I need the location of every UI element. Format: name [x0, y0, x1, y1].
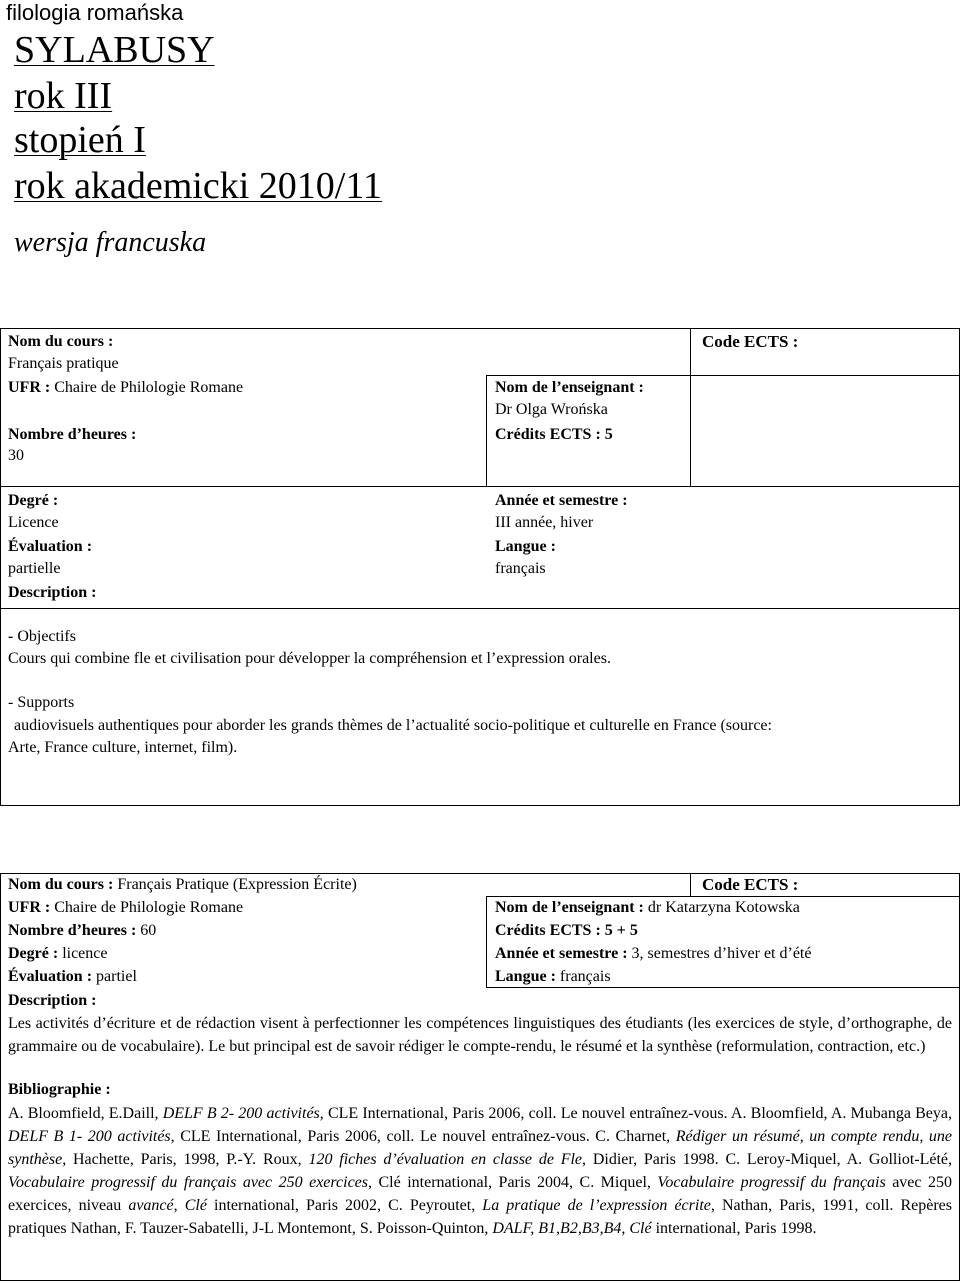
biblio-text-run: , Didier, Paris 1998. C. Leroy-Miquel, A. Golliot-Lété, — [582, 1151, 953, 1168]
course1-degre-label: Degré : — [8, 492, 59, 509]
doc-title: SYLABUSY — [14, 29, 215, 71]
faculty-label: filologia romańska — [6, 0, 184, 25]
year-label: rok III — [14, 75, 113, 117]
biblio-title-run: Vocabulaire progressif du français — [657, 1174, 886, 1191]
biblio-title-run: Clé — [629, 1220, 652, 1237]
biblio-text-run: , — [621, 1220, 630, 1237]
course1-objectifs-text: Cours qui combine fle et civilisation pour développer la compréhension et l’expression orales. — [8, 650, 611, 667]
course2-nom: Nom du cours : Français Pratique (Expression Écrite) — [8, 876, 357, 893]
course1-heures-label: Nombre d’heures : — [8, 426, 137, 443]
course2-desc-text: Les activités d’écriture et de rédaction visent à perfectionner les compétences linguistiques des étudiants (les exercices de style, d’orthographe, de grammaire ou de vocabulaire). Le but principal est de savoir rédiger le compte-rendu, le résumé et la synthèse (reformulation, contraction, etc.) — [8, 1015, 952, 1055]
course2-annee: Année et semestre : 3, semestres d’hiver et d’été — [495, 945, 812, 962]
course2-eval: Évaluation : partiel — [8, 968, 137, 985]
course2-ufr: UFR : Chaire de Philologie Romane — [8, 899, 244, 916]
biblio-text-run: , Nathan, Paris, 1991, coll. Repères pratiques Nathan, F. Tauzer-Sabatelli, J-L Montemont, S. Poisson-Quinton, — [8, 1197, 953, 1237]
course1-supports-label: - Supports — [8, 694, 75, 711]
biblio-title-run: DALF, B1,B2,B3,B4 — [492, 1220, 622, 1237]
course1-nom-value: Français pratique — [8, 355, 119, 372]
biblio-text-run: , — [173, 1197, 185, 1214]
course1-ufr: UFR : Chaire de Philologie Romane — [8, 379, 244, 396]
course1-langue-label: Langue : — [495, 538, 556, 555]
academic-year-label: rok akademicki 2010/11 — [14, 165, 382, 207]
course1-degre-value: Licence — [8, 514, 59, 531]
course2-ens: Nom de l’enseignant : dr Katarzyna Kotowska — [495, 899, 800, 916]
biblio-title-run: 120 fiches d’évaluation en classe de Fle — [308, 1151, 583, 1168]
biblio-title-run: Vocabulaire progressif du français avec 250 exercices — [8, 1174, 369, 1191]
course1-eval-label: Évaluation : — [8, 538, 93, 555]
course2-biblio-label: Bibliographie : — [8, 1081, 111, 1098]
biblio-text-run: international, Paris 2002, C. Peyroutet, — [206, 1197, 483, 1214]
course1-eval-value: partielle — [8, 560, 61, 577]
version-label: wersja francuska — [14, 227, 207, 258]
course1-objectifs-label: - Objectifs — [8, 628, 76, 645]
biblio-title-run: DELF B 1- 200 activités, — [8, 1128, 175, 1145]
course1-desc-label: Description : — [8, 584, 97, 601]
course2-desc-label: Description : — [8, 992, 97, 1009]
course1-annee-label: Année et semestre : — [495, 492, 628, 509]
course1-credits: Crédits ECTS : 5 — [495, 426, 613, 443]
course1-info-row — [0, 486, 960, 609]
biblio-title-run: avancé — [128, 1197, 174, 1214]
course1-ens-label: Nom de l’enseignant : — [495, 379, 644, 396]
course2-code-label: Code ECTS : — [702, 875, 799, 894]
biblio-text-run: CLE International, Paris 2006, coll. Le nouvel entraînez-vous. C. Charnet, — [174, 1128, 676, 1145]
biblio-title-run: La pratique de l’expression écrite — [482, 1197, 711, 1214]
course1-supports-text-cont: Arte, France culture, internet, film). — [8, 739, 238, 756]
course1-langue-value: français — [495, 560, 546, 577]
course2-bibliography — [8, 1102, 952, 1240]
biblio-text-run: , Hachette, Paris, 1998, P.-Y. Roux, — [62, 1151, 309, 1168]
course1-heures-value: 30 — [8, 447, 24, 464]
course2-langue: Langue : français — [495, 968, 611, 985]
biblio-text-run: CLE International, Paris 2006, coll. Le nouvel entraînez-vous. A. Bloomfield, A. Mubanga Beya, — [323, 1105, 952, 1122]
course2-heures: Nombre d’heures : 60 — [8, 922, 157, 939]
biblio-title-run: Clé — [184, 1197, 207, 1214]
biblio-text-run: , Clé international, Paris 2004, C. Miquel, — [368, 1174, 658, 1191]
biblio-text-run: international, Paris 1998. — [651, 1220, 817, 1237]
biblio-text-run: A. Bloomfield, E.Daill, — [8, 1105, 163, 1122]
course2-degre: Degré : licence — [8, 945, 108, 962]
course1-supports-text: audiovisuels authentiques pour aborder les grands thèmes de l’actualité socio-politique et culturelle en France (source: — [14, 717, 772, 734]
biblio-title-run: Rédiger un résumé, un compte rendu, une synthèse — [8, 1128, 953, 1168]
degree-level-label: stopień I — [14, 119, 146, 161]
course1-nom-label: Nom du cours : — [8, 333, 114, 350]
course1-code-label: Code ECTS : — [702, 332, 799, 351]
course1-ens-value: Dr Olga Wrońska — [495, 401, 608, 418]
course1-annee-value: III année, hiver — [495, 514, 594, 531]
biblio-title-run: DELF B 2- 200 activités, — [162, 1105, 324, 1122]
course2-credits: Crédits ECTS : 5 + 5 — [495, 922, 638, 939]
biblio-text-run: avec 250 exercices, niveau — [8, 1174, 952, 1214]
